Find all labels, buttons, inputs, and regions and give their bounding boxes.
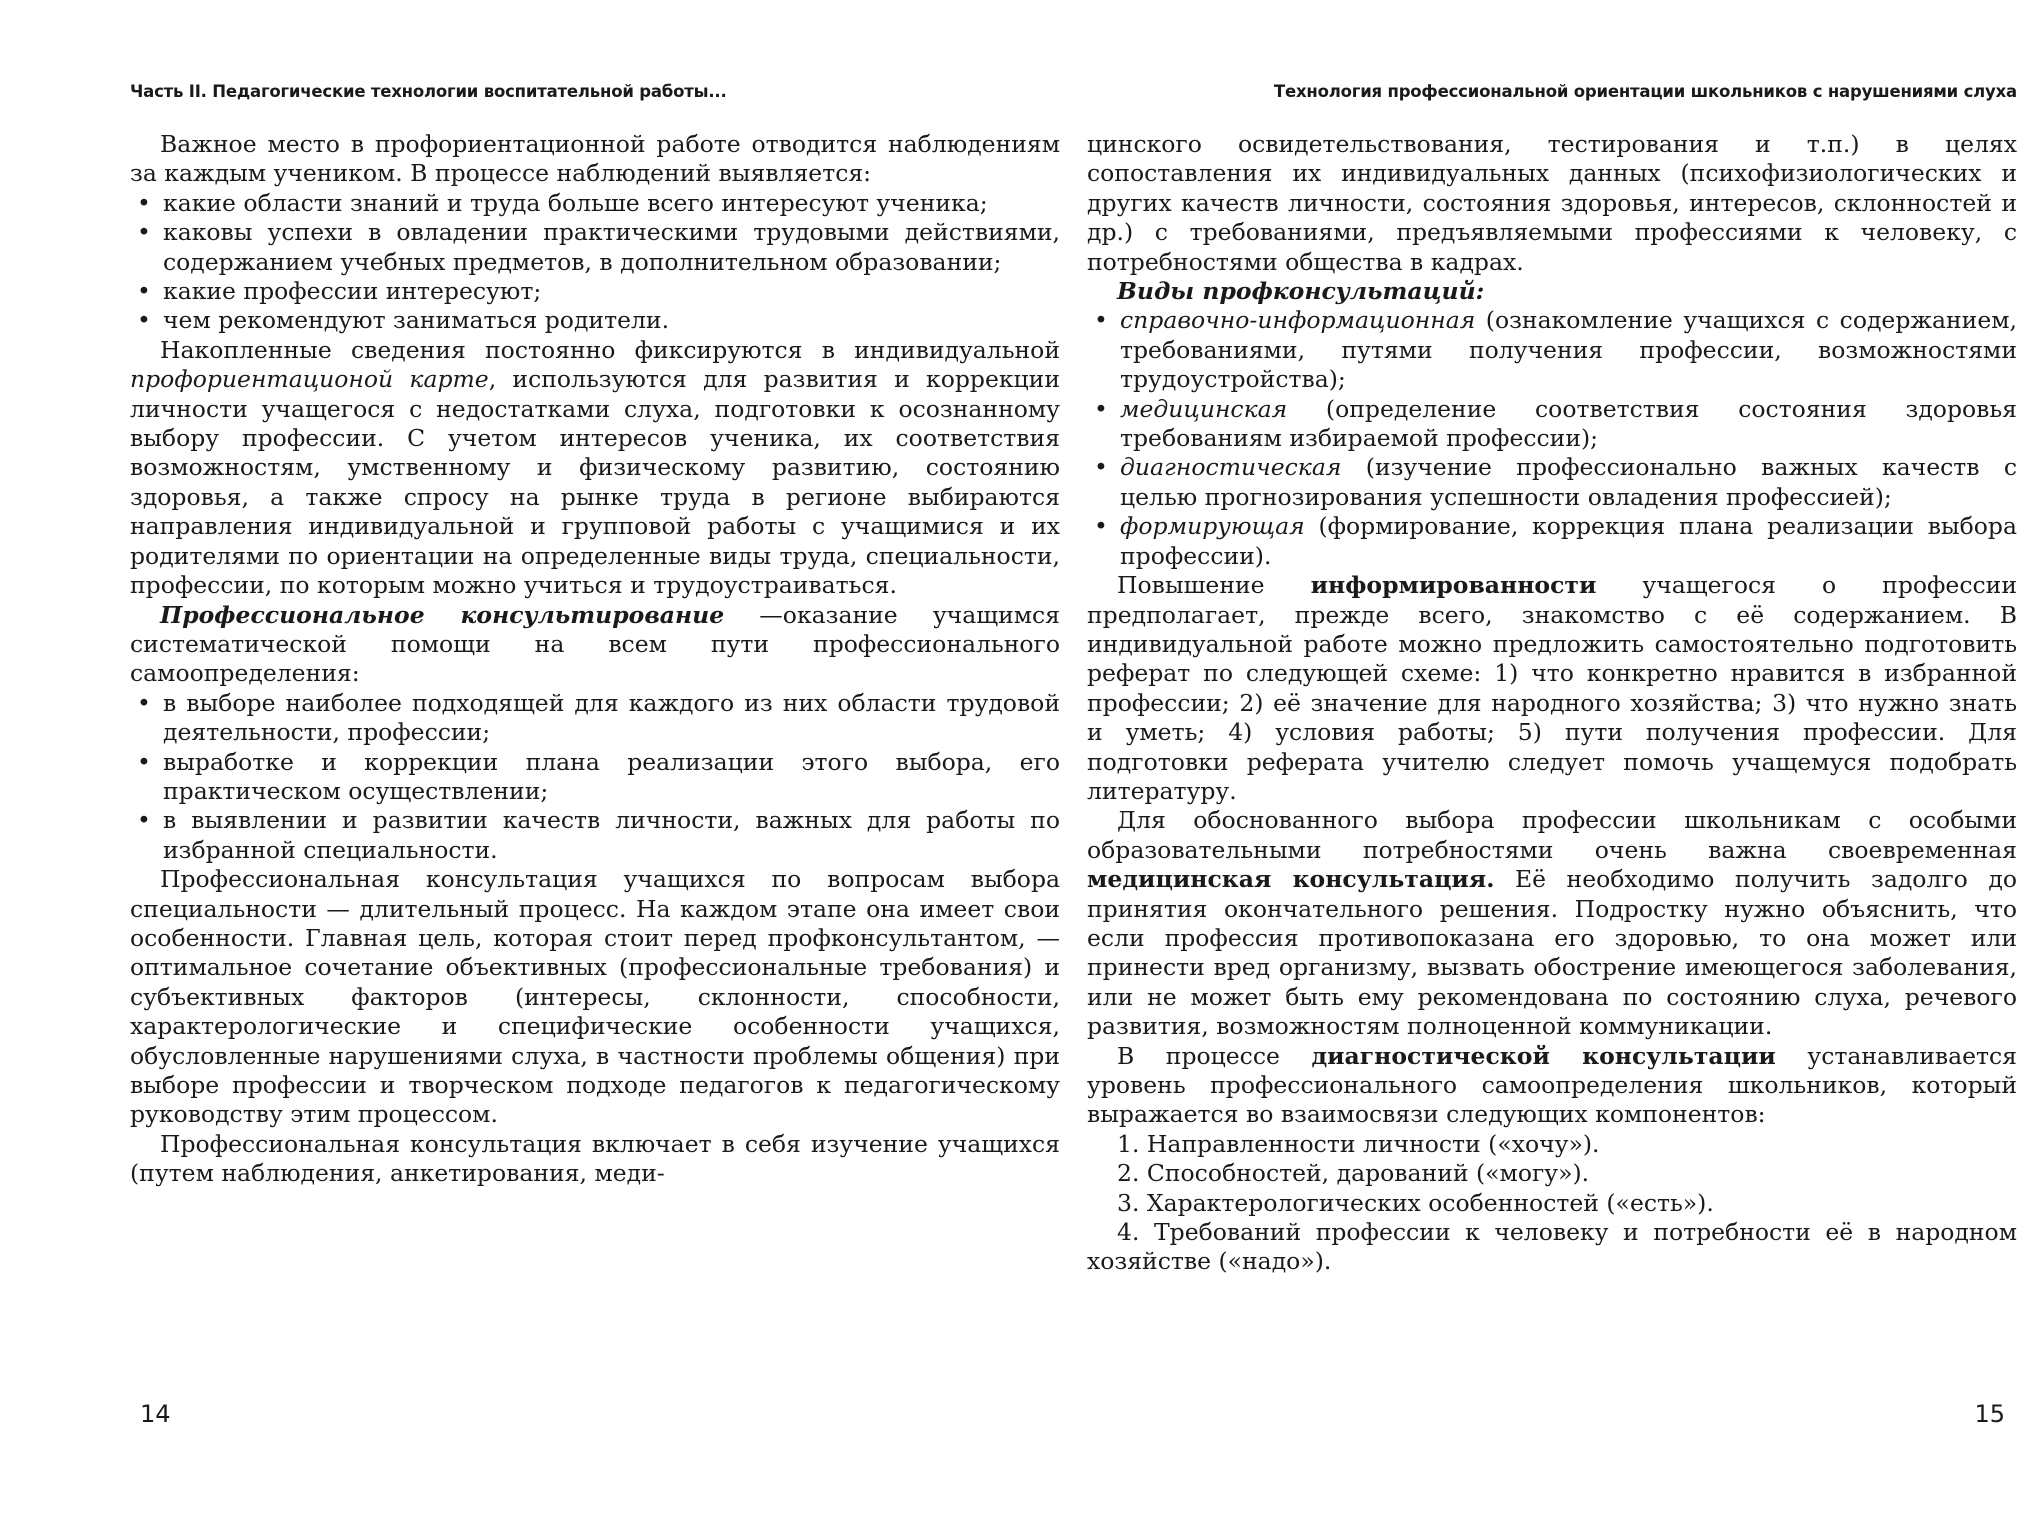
paragraph: Профессиональная консультация включает в себя изучение учащихся (путем наблюдения, анкетирования, меди-	[130, 1129, 1060, 1188]
left-page	[130, 0, 1060, 1516]
paragraph: Профессиональная консультация учащихся по вопросам выбора специальности — длительный процесс. На каждом этапе она имеет свои особенности. Главная цель, которая стоит перед профконсультантом, — оптимальное сочетание объективных (профессиональные требования) и субъективных факторов (интересы, склонности, способности, характерологические и специфические особенности учащихся, обусловленные нарушениями слуха, в частности проблемы общения) при выборе профессии и творческом подходе педагогов к педагогическому руководству этим процессом.	[130, 865, 1060, 1129]
list-item: • в выборе наиболее подходящей для каждого из них области трудовой деятельности, профессии;	[130, 689, 1060, 748]
right-page	[1087, 0, 2017, 1516]
components-list	[1087, 1130, 2017, 1277]
list-item: • медицинская (определение соответствия состояния здоровья требованиям избираемой профессии);	[1087, 395, 2017, 454]
paragraph: Накопленные сведения постоянно фиксируются в индивидуальной профориентационой карте, используются для развития и коррекции личности учащегося с недостатками слуха, подготовки к осознанному выбору профессии. С учетом интересов ученика, их соответствия возможностям, умственному и физическому развитию, состоянию здоровья, а также спросу на рынке труда в регионе выбираются направления индивидуальной и групповой работы с учащимися и их родителями по ориентации на определенные виды труда, специальности, профессии, по которым можно учиться и трудоустраиваться.	[130, 335, 1060, 600]
list-item: • какие профессии интересуют;	[130, 277, 1060, 306]
paragraph: цинского освидетельствования, тестирования и т.п.) в целях сопоставления их индивидуальных данных (психофизиологических и других качеств личности, состояния здоровья, интересов, склонностей и др.) с требованиями, предъявляемыми профессиями к человеку, с потребностями общества в кадрах.	[1087, 130, 2017, 276]
paragraph: В процессе диагностической консультации устанавливается уровень профессионального самоопределения школьников, который выражается во взаимосвязи следующих компонентов:	[1087, 1041, 2017, 1129]
observation-list	[130, 189, 1060, 336]
right-running-head: Технология профессиональной ориентации школьников с нарушениями слуха	[1273, 82, 2017, 101]
consulting-list	[130, 689, 1060, 865]
list-item: 3. Характерологических особенностей («есть»).	[1117, 1188, 1714, 1217]
left-page-body	[130, 130, 1060, 1189]
bold-term: медицинская консультация.	[1087, 865, 1495, 894]
page-number: 14	[140, 1400, 171, 1428]
paragraph: Для обоснованного выбора профессии школьникам с особыми образовательными потребностями очень важна своевременная медицинская консультация. Её необходимо получить задолго до принятия окончательного решения. Подростку нужно объяснить, что если профессия противопоказана его здоровью, то она может или принести вред организму, вызвать обострение имеющегося заболевания, или не может быть ему рекомендована по состоянию слуха, речевого развития, возможностям полноценной коммуникации.	[1087, 806, 2017, 1041]
consultation-types-list	[1087, 306, 2017, 571]
paragraph: Важное место в профориентационной работе отводится наблюдениям за каждым учеником. В процессе наблюдений выявляется:	[130, 130, 1060, 188]
left-running-head: Часть II. Педагогические технологии воспитательной работы...	[130, 82, 727, 101]
list-item: • выработке и коррекции плана реализации этого выбора, его практическом осуществлении;	[130, 748, 1060, 807]
list-item: • каковы успехи в овладении практическими трудовыми действиями, содержанием учебных предметов, в дополнительном образовании;	[130, 218, 1060, 277]
emphasis-term: профориентационой карте	[130, 365, 489, 394]
list-item: • диагностическая (изучение профессионально важных качеств с целью прогнозирования успешности овладения профессией);	[1087, 453, 2017, 512]
list-item: • в выявлении и развитии качеств личности, важных для работы по избранной специальности.	[130, 806, 1060, 865]
list-item: • формирующая (формирование, коррекция плана реализации выбора профессии).	[1087, 512, 2017, 571]
paragraph: Профессиональное консультирование —оказание учащимся систематической помощи на всем пути профессионального самоопределения:	[130, 600, 1061, 688]
defined-term: Профессиональное консультирование	[160, 600, 725, 629]
section-heading: Виды профконсультаций:	[1117, 277, 1485, 306]
list-item: • справочно-информационная (ознакомление учащихся с содержанием, требованиями, путями получения профессии, возможностями трудоустройства);	[1087, 306, 2017, 394]
right-page-body	[1087, 130, 2017, 1277]
bold-term: информированности	[1310, 571, 1597, 600]
list-item: 2. Способностей, дарований («могу»).	[1117, 1159, 1590, 1188]
list-item: 1. Направленности личности («хочу»).	[1117, 1129, 1600, 1158]
page-number: 15	[1974, 1400, 2005, 1428]
list-item: 4. Требований профессии к человеку и потребности её в народном хозяйстве («надо»).	[1087, 1218, 2017, 1276]
list-item: • какие области знаний и труда больше всего интересуют ученика;	[130, 189, 1060, 218]
bold-term: диагностической консультации	[1311, 1041, 1776, 1070]
paragraph: Повышение информированности учащегося о профессии предполагает, прежде всего, знакомство с её содержанием. В индивидуальной работе можно предложить самостоятельно подготовить реферат по следующей схеме: 1) что конкретно нравится в избранной профессии; 2) её значение для народного хозяйства; 3) что нужно знать и уметь; 4) условия работы; 5) пути получения профессии. Для подготовки реферата учителю следует помочь учащемуся подобрать литературу.	[1087, 571, 2017, 805]
list-item: • чем рекомендуют заниматься родители.	[130, 306, 1060, 335]
